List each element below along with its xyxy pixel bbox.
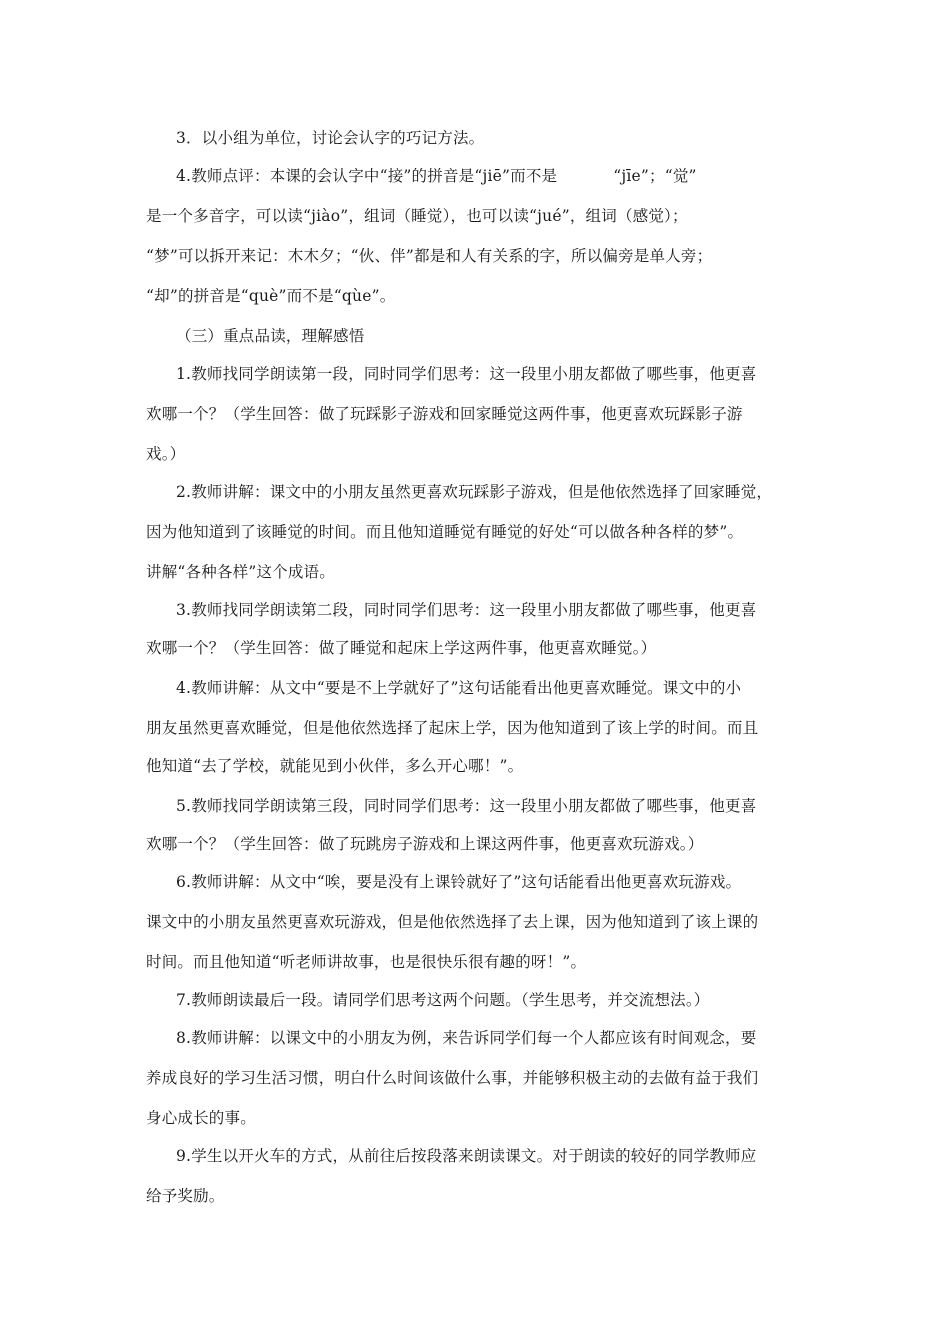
paragraph-8: 8.教师讲解：以课文中的小朋友为例，来告诉同学们每一个人都应该有时间观念，要 xyxy=(176,1029,757,1047)
paragraph-5-continued: 欢哪一个？（学生回答：做了玩跳房子游戏和上课这两件事，他更喜欢玩游戏。） xyxy=(146,835,704,853)
paragraph-1-continued: 戏。） xyxy=(146,445,186,463)
step-4-continued: “梦”可以拆开来记：木木夕；“伙、伴”都是和人有关系的字，所以偏旁是单人旁； xyxy=(146,247,713,265)
paragraph-6-continued: 课文中的小朋友虽然更喜欢玩游戏，但是他依然选择了去上课，因为他知道到了该上课的 xyxy=(146,913,759,931)
paragraph-5: 5.教师找同学朗读第三段，同时同学们思考：这一段里小朋友都做了哪些事，他更喜 xyxy=(176,797,757,815)
paragraph-8-continued: 身心成长的事。 xyxy=(146,1109,256,1127)
paragraph-1-continued: 欢哪一个？（学生回答：做了玩踩影子游戏和回家睡觉这两件事，他更喜欢玩踩影子游 xyxy=(146,405,743,423)
paragraph-4-continued: 他知道“去了学校，就能见到小伙伴，多么开心哪！”。 xyxy=(146,757,524,775)
paragraph-6-continued: 时间。而且他知道“听老师讲故事，也是很快乐很有趣的呀！”。 xyxy=(146,953,587,971)
paragraph-8-continued: 养成良好的学习生活习惯，明白什么时间该做什么事，并能够积极主动的去做有益于我们 xyxy=(146,1069,759,1087)
paragraph-2-continued: 因为他知道到了该睡觉的时间。而且他知道睡觉有睡觉的好处“可以做各种各样的梦”。 xyxy=(146,523,744,541)
paragraph-7: 7.教师朗读最后一段。请同学们思考这两个问题。（学生思考，并交流想法。） xyxy=(176,991,710,1009)
paragraph-6: 6.教师讲解：从文中“唉，要是没有上课铃就好了”这句话能看出他更喜欢玩游戏。 xyxy=(176,873,742,891)
paragraph-3-continued: 欢哪一个？（学生回答：做了睡觉和起床上学这两件事，他更喜欢睡觉。） xyxy=(146,639,657,657)
paragraph-9: 9.学生以开火车的方式，从前往后按段落来朗读课文。对于朗读的较好的同学教师应 xyxy=(176,1147,757,1165)
step-3-text: 3．以小组为单位，讨论会认字的巧记方法。 xyxy=(176,129,485,147)
step-4-text-part-b: “jīe”；“觉” xyxy=(613,167,697,185)
section-heading: （三）重点品读，理解感悟 xyxy=(176,327,365,345)
paragraph-2-continued: 讲解“各种各样”这个成语。 xyxy=(146,563,335,581)
paragraph-4: 4.教师讲解：从文中“要是不上学就好了”这句话能看出他更喜欢睡觉。课文中的小 xyxy=(176,679,742,697)
paragraph-4-continued: 朋友虽然更喜欢睡觉，但是他依然选择了起床上学，因为他知道到了该上学的时间。而且 xyxy=(146,719,759,737)
paragraph-3: 3.教师找同学朗读第二段，同时同学们思考：这一段里小朋友都做了哪些事，他更喜 xyxy=(176,601,757,619)
step-4-text xyxy=(176,166,697,186)
paragraph-2: 2.教师讲解：课文中的小朋友虽然更喜欢玩踩影子游戏，但是他依然选择了回家睡觉， xyxy=(176,483,773,501)
step-4-continued: 是一个多音字，可以读“jiào”，组词（睡觉），也可以读“jué”，组词（感觉）； xyxy=(146,207,688,225)
paragraph-1: 1.教师找同学朗读第一段，同时同学们思考：这一段里小朋友都做了哪些事，他更喜 xyxy=(176,365,757,383)
step-4-text-part-a: 4.教师点评：本课的会认字中“接”的拼音是“jiē”而不是 xyxy=(176,167,558,185)
step-4-continued: “却”的拼音是“què”而不是“qùe”。 xyxy=(146,287,396,305)
paragraph-9-continued: 给予奖励。 xyxy=(146,1187,225,1205)
